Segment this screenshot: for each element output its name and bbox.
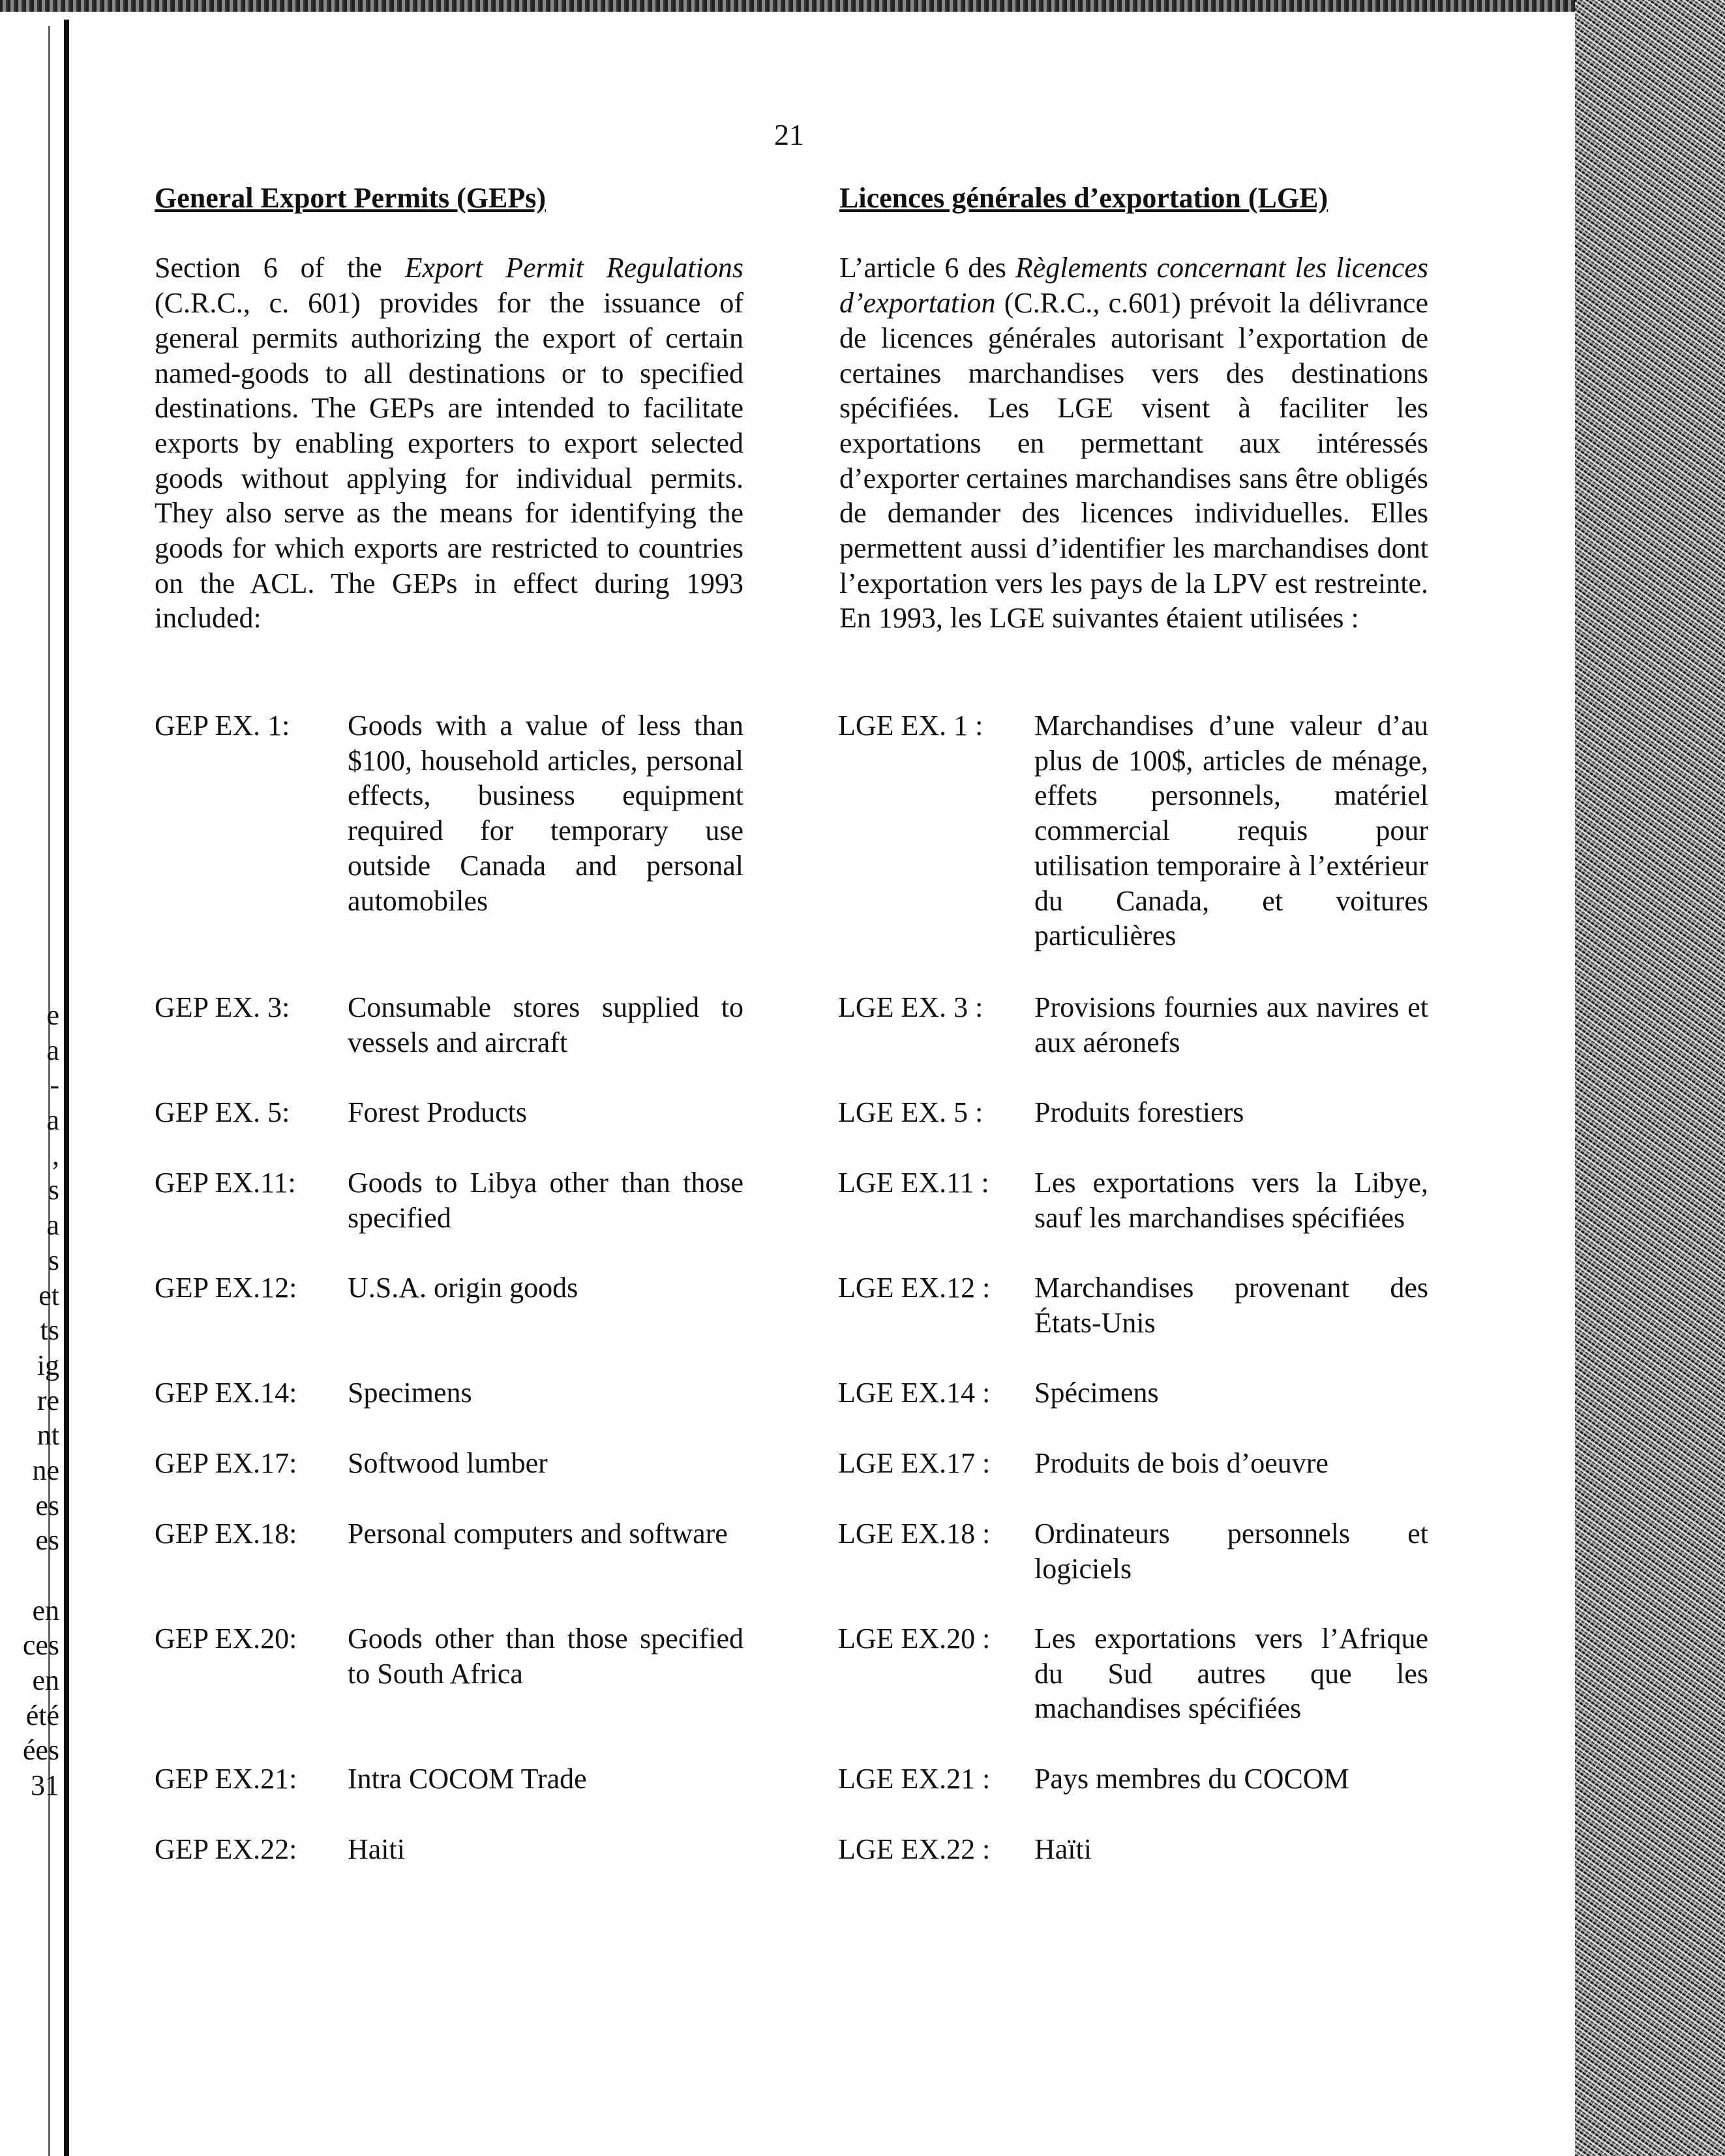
french-permit-code: LGE EX. 3 : (838, 991, 983, 1023)
margin-fragment (0, 1558, 62, 1593)
english-permit-code: GEP EX. 1: (155, 710, 290, 741)
french-intro-part1: L’article 6 des (839, 252, 1015, 284)
binding-line (64, 20, 69, 2156)
left-margin-fragments (0, 998, 62, 1803)
french-permit-code: LGE EX.14 : (838, 1377, 991, 1409)
french-permit-description: Produits de bois d’oeuvre (1034, 1447, 1328, 1479)
english-heading: General Export Permits (GEPs) (155, 182, 546, 214)
margin-fragment: ées (22, 1734, 59, 1767)
margin-fragment: ces (22, 1629, 59, 1662)
english-permit-code: GEP EX.22: (155, 1833, 297, 1865)
margin-fragment: - (50, 1069, 59, 1101)
english-permit-code: GEP EX.21: (155, 1763, 297, 1795)
margin-fragment: re (37, 1384, 59, 1416)
english-permit-description: Specimens (348, 1377, 472, 1409)
french-permit-code: LGE EX.22 : (838, 1833, 991, 1865)
french-permit-description: Spécimens (1034, 1377, 1159, 1409)
margin-fragment: , (52, 1139, 59, 1171)
margin-fragment: a (46, 1104, 59, 1137)
french-permit-code: LGE EX.12 : (838, 1272, 991, 1304)
margin-fragment: et (38, 1279, 59, 1311)
margin-fragment: en (32, 1594, 59, 1626)
english-permit-code: GEP EX. 5: (155, 1096, 290, 1128)
english-permit-description: Goods to Libya other than those specified (348, 1167, 743, 1234)
margin-fragment: 31 (31, 1769, 59, 1802)
english-permit-code: GEP EX.17: (155, 1447, 297, 1479)
french-intro-paragraph (839, 250, 1428, 636)
margin-fragment: été (25, 1699, 59, 1731)
english-permit-description: Haiti (348, 1833, 405, 1865)
english-permit-code: GEP EX.18: (155, 1518, 297, 1550)
french-permit-description: Les exportations vers la Libye, sauf les marchandises spécifiées (1034, 1167, 1428, 1234)
french-permit-code: LGE EX.17 : (838, 1447, 991, 1479)
margin-fragment: e (46, 999, 59, 1031)
french-permit-code: LGE EX.21 : (838, 1763, 991, 1795)
english-permit-description: Personal computers and software (348, 1518, 728, 1550)
french-permit-code: LGE EX.18 : (838, 1518, 991, 1550)
english-intro-part2: (C.R.C., c. 601) provides for the issuance of general permits authorizing the export of certain named-goods to all destinations or to specified destinations. The GEPs are intended to facilitate exports by enabling exporters to export selected goods without applying for individual permits. They also serve as the means for identifying the goods for which exports are restricted to countries on the ACL. The GEPs in effect during 1993 included: (155, 287, 743, 635)
french-permit-description: Marchandises provenant des États-Unis (1034, 1272, 1428, 1339)
french-permit-description: Produits forestiers (1034, 1096, 1244, 1128)
margin-fragment: es (35, 1524, 59, 1557)
english-intro-italic: Export Permit Regulations (404, 252, 743, 284)
french-heading: Licences générales d’exportation (LGE) (839, 182, 1328, 214)
french-intro-part2: (C.R.C., c.601) prévoit la délivrance de licences générales autorisant l’exportation de certaines marchandises vers des destinations spécifiées. Les LGE visent à faciliter les exportations en permettant aux intéressés d’exporter certaines marchandises sans être obligés de demander des licences individuelles. Elles permettent aussi d’identifier les marchandises dont l’exportation vers les pays de la LPV est restreinte. En 1993, les LGE suivantes étaient utilisées : (839, 287, 1428, 635)
english-permit-description: Goods with a value of less than $100, household articles, personal effects, business equipment required for temporary use outside Canada and personal automobiles (348, 710, 743, 917)
french-permit-description: Marchandises d’une valeur d’au plus de 100$, articles de ménage, effets personnels, matériel commercial requis pour utilisation temporaire à l’extérieur du Canada, et voitures particulières (1034, 710, 1428, 952)
english-column (155, 181, 743, 636)
margin-fragment: a (46, 1034, 59, 1066)
margin-fragment: ig (37, 1349, 59, 1381)
english-permit-description: U.S.A. origin goods (348, 1272, 578, 1304)
english-intro-part1: Section 6 of the (155, 252, 405, 284)
french-permit-code: LGE EX.20 : (838, 1623, 991, 1654)
french-column (839, 181, 1428, 636)
scan-top-edge (0, 0, 1725, 12)
french-permit-code: LGE EX. 1 : (838, 710, 983, 741)
french-permit-description: Ordinateurs personnels et logiciels (1034, 1518, 1428, 1585)
english-permit-code: GEP EX.20: (155, 1623, 297, 1654)
french-permit-description: Pays membres du COCOM (1034, 1763, 1349, 1795)
english-permit-code: GEP EX.12: (155, 1272, 297, 1304)
french-intro-italic: Règlements concernant les licences d’exportation (839, 252, 1428, 320)
page-number: 21 (774, 118, 804, 151)
french-permit-code: LGE EX. 5 : (838, 1096, 983, 1128)
english-permit-description: Consumable stores supplied to vessels and aircraft (348, 991, 743, 1058)
margin-fragment: es (35, 1489, 59, 1521)
scan-right-edge-texture (1575, 0, 1725, 2156)
english-permit-code: GEP EX.11: (155, 1167, 296, 1199)
english-permit-code: GEP EX. 3: (155, 991, 290, 1023)
french-permit-description: Provisions fournies aux navires et aux aéronefs (1034, 991, 1428, 1058)
margin-fragment: s (48, 1244, 59, 1276)
french-permit-description: Les exportations vers l’Afrique du Sud autres que les machandises spécifiées (1034, 1623, 1428, 1725)
margin-fragment: nt (37, 1419, 59, 1452)
french-permit-description: Haïti (1034, 1833, 1092, 1865)
french-permit-code: LGE EX.11 : (838, 1167, 989, 1199)
english-permit-description: Softwood lumber (348, 1447, 548, 1479)
margin-fragment: en (32, 1664, 59, 1697)
margin-fragment: ts (40, 1314, 59, 1347)
margin-fragment: ne (32, 1454, 59, 1486)
margin-fragment: s (48, 1174, 59, 1206)
english-permit-description: Forest Products (348, 1096, 527, 1128)
english-permit-code: GEP EX.14: (155, 1377, 297, 1409)
english-permit-description: Intra COCOM Trade (348, 1763, 587, 1795)
english-permit-description: Goods other than those specified to South Africa (348, 1623, 743, 1690)
margin-fragment: a (46, 1209, 59, 1242)
english-intro-paragraph (155, 250, 743, 636)
